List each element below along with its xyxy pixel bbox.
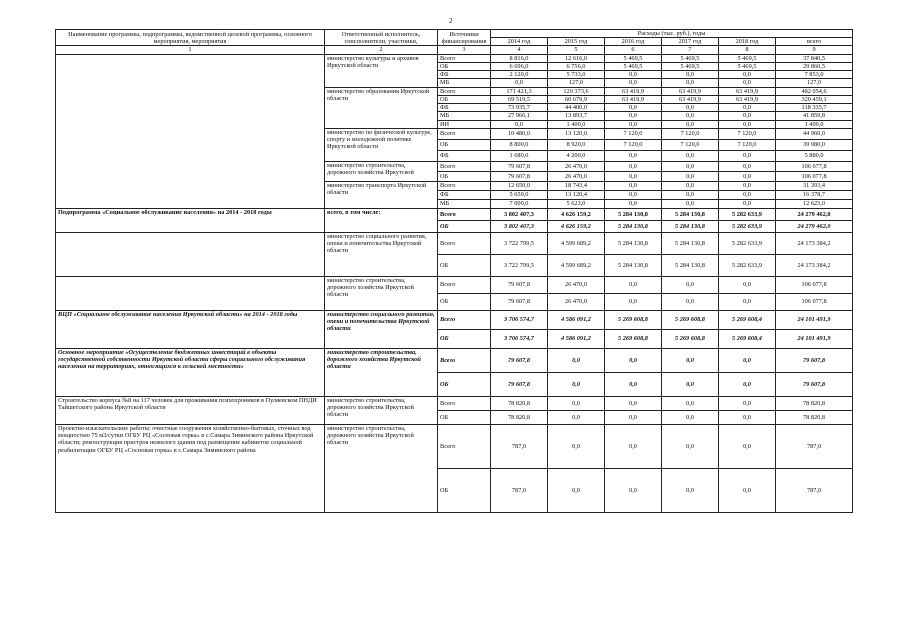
year-value-cell: 5 469,5 xyxy=(662,62,719,70)
year-value-cell: 787,0 xyxy=(491,468,548,512)
funding-source-cell: ФБ xyxy=(438,104,491,112)
year-value-cell: 0,0 xyxy=(719,181,776,190)
total-value-cell: 24 173 384,2 xyxy=(776,254,853,276)
year-value-cell: 0,0 xyxy=(491,79,548,87)
column-number: 1 xyxy=(56,46,325,54)
year-value-cell: 0,0 xyxy=(662,71,719,79)
year-value-cell: 3 722 799,5 xyxy=(491,232,548,254)
year-value-cell: 3 802 407,3 xyxy=(491,208,548,220)
year-value-cell: 63 419,9 xyxy=(719,95,776,103)
header-year: 2018 год xyxy=(719,38,776,46)
funding-source-cell: ОБ xyxy=(438,410,491,424)
column-number: 9 xyxy=(776,46,853,54)
year-value-cell: 0,0 xyxy=(719,293,776,310)
funding-source-cell: Всего xyxy=(438,181,491,190)
year-value-cell: 26 470,0 xyxy=(548,293,605,310)
table-row xyxy=(56,310,853,329)
funding-source-cell: Всего xyxy=(438,87,491,95)
year-value-cell: 73 935,7 xyxy=(491,104,548,112)
year-value-cell: 1 400,0 xyxy=(548,120,605,128)
year-value-cell: 5 282 633,9 xyxy=(719,254,776,276)
year-value-cell: 0,0 xyxy=(662,181,719,190)
year-value-cell: 0,0 xyxy=(605,190,662,199)
total-value-cell: 127,0 xyxy=(776,79,853,87)
total-value-cell: 24 279 462,0 xyxy=(776,208,853,220)
funding-source-cell: Всего xyxy=(438,54,491,62)
column-number: 8 xyxy=(719,46,776,54)
table-row xyxy=(56,424,853,468)
year-value-cell: 63 419,9 xyxy=(605,87,662,95)
total-value-cell: 79 607,8 xyxy=(776,348,853,372)
funding-source-cell: МБ xyxy=(438,199,491,208)
year-value-cell: 5 282 633,9 xyxy=(719,220,776,232)
total-value-cell: 482 054,6 xyxy=(776,87,853,95)
total-value-cell: 79 607,8 xyxy=(776,372,853,396)
year-value-cell: 0,0 xyxy=(662,112,719,120)
year-value-cell: 5 269 608,4 xyxy=(719,310,776,329)
responsible-cell: министерство строительства, дорожного хозяйства Иркутской области xyxy=(325,424,438,512)
year-value-cell: 0,0 xyxy=(605,120,662,128)
responsible-cell: министерство образования Иркутской области xyxy=(325,87,438,128)
page-number: 2 xyxy=(449,17,453,25)
total-value-cell: 118 335,7 xyxy=(776,104,853,112)
year-value-cell: 0,0 xyxy=(719,104,776,112)
year-value-cell: 12 650,0 xyxy=(491,181,548,190)
year-value-cell: 0,0 xyxy=(719,372,776,396)
funding-source-cell: Всего xyxy=(438,348,491,372)
funding-source-cell: ОБ xyxy=(438,329,491,348)
column-number: 4 xyxy=(491,46,548,54)
total-value-cell: 5 880,0 xyxy=(776,150,853,161)
total-value-cell: 106 077,8 xyxy=(776,161,853,171)
year-value-cell: 0,0 xyxy=(548,372,605,396)
year-value-cell: 0,0 xyxy=(719,150,776,161)
year-value-cell: 79 607,8 xyxy=(491,293,548,310)
funding-source-cell: ОБ xyxy=(438,95,491,103)
year-value-cell: 5 284 130,8 xyxy=(662,220,719,232)
year-value-cell: 0,0 xyxy=(662,293,719,310)
year-value-cell: 18 743,4 xyxy=(548,181,605,190)
total-value-cell: 24 173 384,2 xyxy=(776,232,853,254)
year-value-cell: 5 269 608,8 xyxy=(605,310,662,329)
column-number: 6 xyxy=(605,46,662,54)
total-value-cell: 106 077,8 xyxy=(776,293,853,310)
year-value-cell: 5 282 633,9 xyxy=(719,232,776,254)
year-value-cell: 0,0 xyxy=(662,424,719,468)
year-value-cell: 7 120,0 xyxy=(719,128,776,139)
year-value-cell: 63 419,9 xyxy=(662,95,719,103)
year-value-cell: 0,0 xyxy=(605,199,662,208)
year-value-cell: 0,0 xyxy=(605,293,662,310)
year-value-cell: 0,0 xyxy=(548,348,605,372)
total-value-cell: 106 077,8 xyxy=(776,276,853,293)
year-value-cell: 171 421,3 xyxy=(491,87,548,95)
year-value-cell: 8 920,0 xyxy=(548,139,605,150)
year-value-cell: 60 679,9 xyxy=(548,95,605,103)
year-value-cell: 5 469,5 xyxy=(605,54,662,62)
funding-source-cell: МБ xyxy=(438,112,491,120)
year-value-cell: 0,0 xyxy=(491,120,548,128)
year-value-cell: 2 120,0 xyxy=(491,71,548,79)
year-value-cell: 0,0 xyxy=(605,161,662,171)
year-value-cell: 0,0 xyxy=(548,396,605,410)
year-value-cell: 0,0 xyxy=(548,424,605,468)
program-name-cell: Проектно-изыскательские работы: очистные сооружения хозяйственно-бытовых, сточных вод мощностью 75 м3/сутки ОГБУ РЦ «Сосновая горка» в с.Самара Зиминского района Иркутской области; реконструкция пристроя нежилого здания под размещение кабинетов социальной реабилитации ОГБУ РЦ «Сосновая горка» в с.Самара Зиминского района xyxy=(56,424,325,512)
total-value-cell: 12 623,0 xyxy=(776,199,853,208)
year-value-cell: 120 373,6 xyxy=(548,87,605,95)
year-value-cell: 13 120,0 xyxy=(548,128,605,139)
table-row xyxy=(56,276,853,293)
year-value-cell: 0,0 xyxy=(719,190,776,199)
total-value-cell: 106 077,8 xyxy=(776,171,853,181)
year-value-cell: 4 626 159,2 xyxy=(548,220,605,232)
year-value-cell: 26 470,0 xyxy=(548,161,605,171)
year-value-cell: 26 470,0 xyxy=(548,276,605,293)
year-value-cell: 7 000,0 xyxy=(491,199,548,208)
year-value-cell: 5 284 130,8 xyxy=(605,220,662,232)
year-value-cell: 27 966,1 xyxy=(491,112,548,120)
funding-source-cell: ОБ xyxy=(438,220,491,232)
responsible-cell: министерство строительства, дорожного хозяйства Иркутской xyxy=(325,161,438,181)
year-value-cell: 3 802 407,3 xyxy=(491,220,548,232)
total-value-cell: 24 101 491,9 xyxy=(776,329,853,348)
total-value-cell: 44 960,0 xyxy=(776,128,853,139)
total-value-cell: 16 378,7 xyxy=(776,190,853,199)
year-value-cell: 10 480,0 xyxy=(491,128,548,139)
year-value-cell: 79 607,8 xyxy=(491,161,548,171)
year-value-cell: 3 706 574,7 xyxy=(491,310,548,329)
table-row xyxy=(56,396,853,410)
year-value-cell: 5 269 608,4 xyxy=(719,329,776,348)
year-value-cell: 0,0 xyxy=(662,396,719,410)
year-value-cell: 0,0 xyxy=(719,468,776,512)
program-name-cell: Основное мероприятие «Осуществление бюджетных инвестиций в объекты государственной собственности Иркутской области сферы социального обслуживания населения на территориях, относящихся к сельской местности» xyxy=(56,348,325,396)
year-value-cell: 5 269 608,8 xyxy=(662,329,719,348)
year-value-cell: 0,0 xyxy=(605,424,662,468)
year-value-cell: 5 650,0 xyxy=(491,190,548,199)
total-value-cell: 7 853,0 xyxy=(776,71,853,79)
year-value-cell: 0,0 xyxy=(605,104,662,112)
funding-source-cell: Всего xyxy=(438,161,491,171)
year-value-cell: 787,0 xyxy=(491,424,548,468)
responsible-cell: министерство строительства, дорожного хозяйства Иркутской области xyxy=(325,276,438,310)
funding-source-cell: МБ xyxy=(438,79,491,87)
year-value-cell: 0,0 xyxy=(662,410,719,424)
year-value-cell: 13 893,7 xyxy=(548,112,605,120)
funding-source-cell: Всего xyxy=(438,276,491,293)
year-value-cell: 0,0 xyxy=(605,348,662,372)
table-row xyxy=(56,232,853,254)
program-name-cell: Подпрограмма «Социальное обслуживание населения» на 2014 - 2018 годы xyxy=(56,208,325,232)
year-value-cell: 5 469,5 xyxy=(719,54,776,62)
year-value-cell: 5 733,0 xyxy=(548,71,605,79)
year-value-cell: 4 586 091,2 xyxy=(548,310,605,329)
year-value-cell: 127,0 xyxy=(548,79,605,87)
total-value-cell: 78 820,8 xyxy=(776,396,853,410)
year-value-cell: 0,0 xyxy=(719,396,776,410)
responsible-cell: министерство социального развития, опеки и попечительства Иркутской области xyxy=(325,310,438,348)
table-row xyxy=(56,208,853,220)
year-value-cell: 8 816,0 xyxy=(491,54,548,62)
year-value-cell: 79 607,8 xyxy=(491,372,548,396)
header-source: Источники финансирования xyxy=(438,30,491,46)
year-value-cell: 12 616,0 xyxy=(548,54,605,62)
year-value-cell: 7 120,0 xyxy=(662,139,719,150)
year-value-cell: 5 282 633,9 xyxy=(719,208,776,220)
funding-source-cell: Всего xyxy=(438,396,491,410)
year-value-cell: 5 284 130,8 xyxy=(605,254,662,276)
year-value-cell: 0,0 xyxy=(605,276,662,293)
column-number: 5 xyxy=(548,46,605,54)
year-value-cell: 79 607,8 xyxy=(491,276,548,293)
funding-source-cell: Всего xyxy=(438,310,491,329)
year-value-cell: 0,0 xyxy=(662,348,719,372)
year-value-cell: 0,0 xyxy=(662,468,719,512)
responsible-cell: министерство строительства, дорожного хозяйства Иркутской области xyxy=(325,396,438,424)
year-value-cell: 0,0 xyxy=(719,424,776,468)
total-value-cell: 24 101 491,9 xyxy=(776,310,853,329)
year-value-cell: 6 696,0 xyxy=(491,62,548,70)
year-value-cell: 5 284 130,8 xyxy=(662,254,719,276)
funding-source-cell: ИИ xyxy=(438,120,491,128)
column-number: 3 xyxy=(438,46,491,54)
responsible-cell: министерство культуры и архивов Иркутской области xyxy=(325,54,438,87)
year-value-cell: 0,0 xyxy=(719,161,776,171)
column-number: 2 xyxy=(325,46,438,54)
year-value-cell: 13 120,4 xyxy=(548,190,605,199)
funding-source-cell: ФБ xyxy=(438,71,491,79)
responsible-cell: министерство строительства, дорожного хозяйства Иркутской области xyxy=(325,348,438,396)
year-value-cell: 7 120,0 xyxy=(605,139,662,150)
year-value-cell: 7 120,0 xyxy=(719,139,776,150)
year-value-cell: 0,0 xyxy=(662,199,719,208)
expenses-table xyxy=(55,29,853,513)
total-value-cell: 78 820,8 xyxy=(776,410,853,424)
total-value-cell: 29 860,5 xyxy=(776,62,853,70)
year-value-cell: 4 599 689,2 xyxy=(548,254,605,276)
header-year: 2016 год xyxy=(605,38,662,46)
year-value-cell: 0,0 xyxy=(719,410,776,424)
funding-source-cell: ОБ xyxy=(438,62,491,70)
responsible-cell: министерство социального развития, опеки и попечительства Иркутской области xyxy=(325,232,438,276)
header-expenses: Расходы (тыс. руб.), годы xyxy=(491,30,853,38)
year-value-cell: 5 269 608,8 xyxy=(605,329,662,348)
total-value-cell: 39 080,0 xyxy=(776,139,853,150)
funding-source-cell: ОБ xyxy=(438,468,491,512)
year-value-cell: 0,0 xyxy=(662,161,719,171)
year-value-cell: 0,0 xyxy=(605,112,662,120)
total-value-cell: 24 279 462,0 xyxy=(776,220,853,232)
year-value-cell: 5 284 130,8 xyxy=(662,208,719,220)
total-value-cell: 37 840,5 xyxy=(776,54,853,62)
funding-source-cell: ОБ xyxy=(438,254,491,276)
year-value-cell: 0,0 xyxy=(662,120,719,128)
year-value-cell: 69 519,5 xyxy=(491,95,548,103)
year-value-cell: 0,0 xyxy=(605,181,662,190)
year-value-cell: 78 820,8 xyxy=(491,396,548,410)
year-value-cell: 6 756,0 xyxy=(548,62,605,70)
program-name-cell xyxy=(56,276,325,310)
year-value-cell: 4 626 159,2 xyxy=(548,208,605,220)
year-value-cell: 4 586 091,2 xyxy=(548,329,605,348)
year-value-cell: 0,0 xyxy=(605,372,662,396)
year-value-cell: 5 284 130,8 xyxy=(605,208,662,220)
year-value-cell: 5 269 608,8 xyxy=(662,310,719,329)
year-value-cell: 44 400,0 xyxy=(548,104,605,112)
year-value-cell: 0,0 xyxy=(662,276,719,293)
program-name-cell xyxy=(56,54,325,208)
year-value-cell: 63 419,9 xyxy=(662,87,719,95)
year-value-cell: 0,0 xyxy=(719,79,776,87)
year-value-cell: 0,0 xyxy=(548,468,605,512)
year-value-cell: 0,0 xyxy=(662,372,719,396)
year-value-cell: 0,0 xyxy=(719,348,776,372)
year-value-cell: 78 820,8 xyxy=(491,410,548,424)
header-responsible: Ответственный исполнитель, соисполнители, участники, xyxy=(325,30,438,46)
header-year: 2015 год xyxy=(548,38,605,46)
total-value-cell: 787,0 xyxy=(776,424,853,468)
year-value-cell: 1 680,0 xyxy=(491,150,548,161)
funding-source-cell: Всего xyxy=(438,424,491,468)
total-value-cell: 320 459,1 xyxy=(776,95,853,103)
year-value-cell: 0,0 xyxy=(548,410,605,424)
funding-source-cell: ОБ xyxy=(438,171,491,181)
program-name-cell: Строительство корпуса №8 на 117 человек для проживания психохроников в Пуляевском ПНДИ Тайшетского района Иркутской области xyxy=(56,396,325,424)
total-value-cell: 41 859,8 xyxy=(776,112,853,120)
year-value-cell: 0,0 xyxy=(719,112,776,120)
year-value-cell: 0,0 xyxy=(662,150,719,161)
year-value-cell: 0,0 xyxy=(605,150,662,161)
year-value-cell: 7 120,0 xyxy=(605,128,662,139)
funding-source-cell: ОБ xyxy=(438,372,491,396)
year-value-cell: 79 607,8 xyxy=(491,171,548,181)
year-value-cell: 0,0 xyxy=(719,199,776,208)
funding-source-cell: Всего xyxy=(438,128,491,139)
header-program: Наименование программы, подпрограммы, ведомственной целевой программы, основного мероприятия, мероприятия xyxy=(56,30,325,46)
program-name-cell: ВЦП «Социальное обслуживание населения Иркутской области» на 2014 - 2018 годы xyxy=(56,310,325,348)
year-value-cell: 4 200,0 xyxy=(548,150,605,161)
program-name-cell xyxy=(56,232,325,276)
table-row xyxy=(56,54,853,62)
year-value-cell: 5 623,0 xyxy=(548,199,605,208)
year-value-cell: 0,0 xyxy=(605,79,662,87)
year-value-cell: 0,0 xyxy=(605,410,662,424)
year-value-cell: 5 284 130,8 xyxy=(662,232,719,254)
year-value-cell: 63 419,9 xyxy=(605,95,662,103)
table-row xyxy=(56,348,853,372)
funding-source-cell: ОБ xyxy=(438,293,491,310)
year-value-cell: 0,0 xyxy=(719,276,776,293)
year-value-cell: 0,0 xyxy=(605,71,662,79)
year-value-cell: 0,0 xyxy=(719,71,776,79)
header-year: 2017 год xyxy=(662,38,719,46)
year-value-cell: 0,0 xyxy=(662,190,719,199)
responsible-cell: министерство по физической культуре, спорту и молодежной политике Иркутской области xyxy=(325,128,438,161)
year-value-cell: 0,0 xyxy=(605,171,662,181)
year-value-cell: 4 599 689,2 xyxy=(548,232,605,254)
funding-source-cell: ФБ xyxy=(438,190,491,199)
responsible-cell: министерство транспорта Иркутской области xyxy=(325,181,438,208)
year-value-cell: 5 469,5 xyxy=(719,62,776,70)
year-value-cell: 0,0 xyxy=(662,171,719,181)
year-value-cell: 0,0 xyxy=(605,396,662,410)
funding-source-cell: ОБ xyxy=(438,139,491,150)
year-value-cell: 0,0 xyxy=(605,468,662,512)
year-value-cell: 7 120,0 xyxy=(662,128,719,139)
year-value-cell: 5 469,5 xyxy=(662,54,719,62)
year-value-cell: 0,0 xyxy=(662,79,719,87)
year-value-cell: 0,0 xyxy=(662,104,719,112)
year-value-cell: 26 470,0 xyxy=(548,171,605,181)
header-total: всего xyxy=(776,38,853,46)
responsible-cell: всего, в том числе: xyxy=(325,208,438,232)
year-value-cell: 5 284 130,8 xyxy=(605,232,662,254)
funding-source-cell: Всего xyxy=(438,208,491,220)
total-value-cell: 787,0 xyxy=(776,468,853,512)
funding-source-cell: ФБ xyxy=(438,150,491,161)
year-value-cell: 0,0 xyxy=(719,120,776,128)
year-value-cell: 3 706 574,7 xyxy=(491,329,548,348)
total-value-cell: 31 393,4 xyxy=(776,181,853,190)
year-value-cell: 8 800,0 xyxy=(491,139,548,150)
funding-source-cell: Всего xyxy=(438,232,491,254)
year-value-cell: 0,0 xyxy=(719,171,776,181)
header-year: 2014 год xyxy=(491,38,548,46)
year-value-cell: 5 469,5 xyxy=(605,62,662,70)
column-number: 7 xyxy=(662,46,719,54)
year-value-cell: 63 419,9 xyxy=(719,87,776,95)
total-value-cell: 1 400,0 xyxy=(776,120,853,128)
year-value-cell: 3 722 799,5 xyxy=(491,254,548,276)
year-value-cell: 79 607,8 xyxy=(491,348,548,372)
